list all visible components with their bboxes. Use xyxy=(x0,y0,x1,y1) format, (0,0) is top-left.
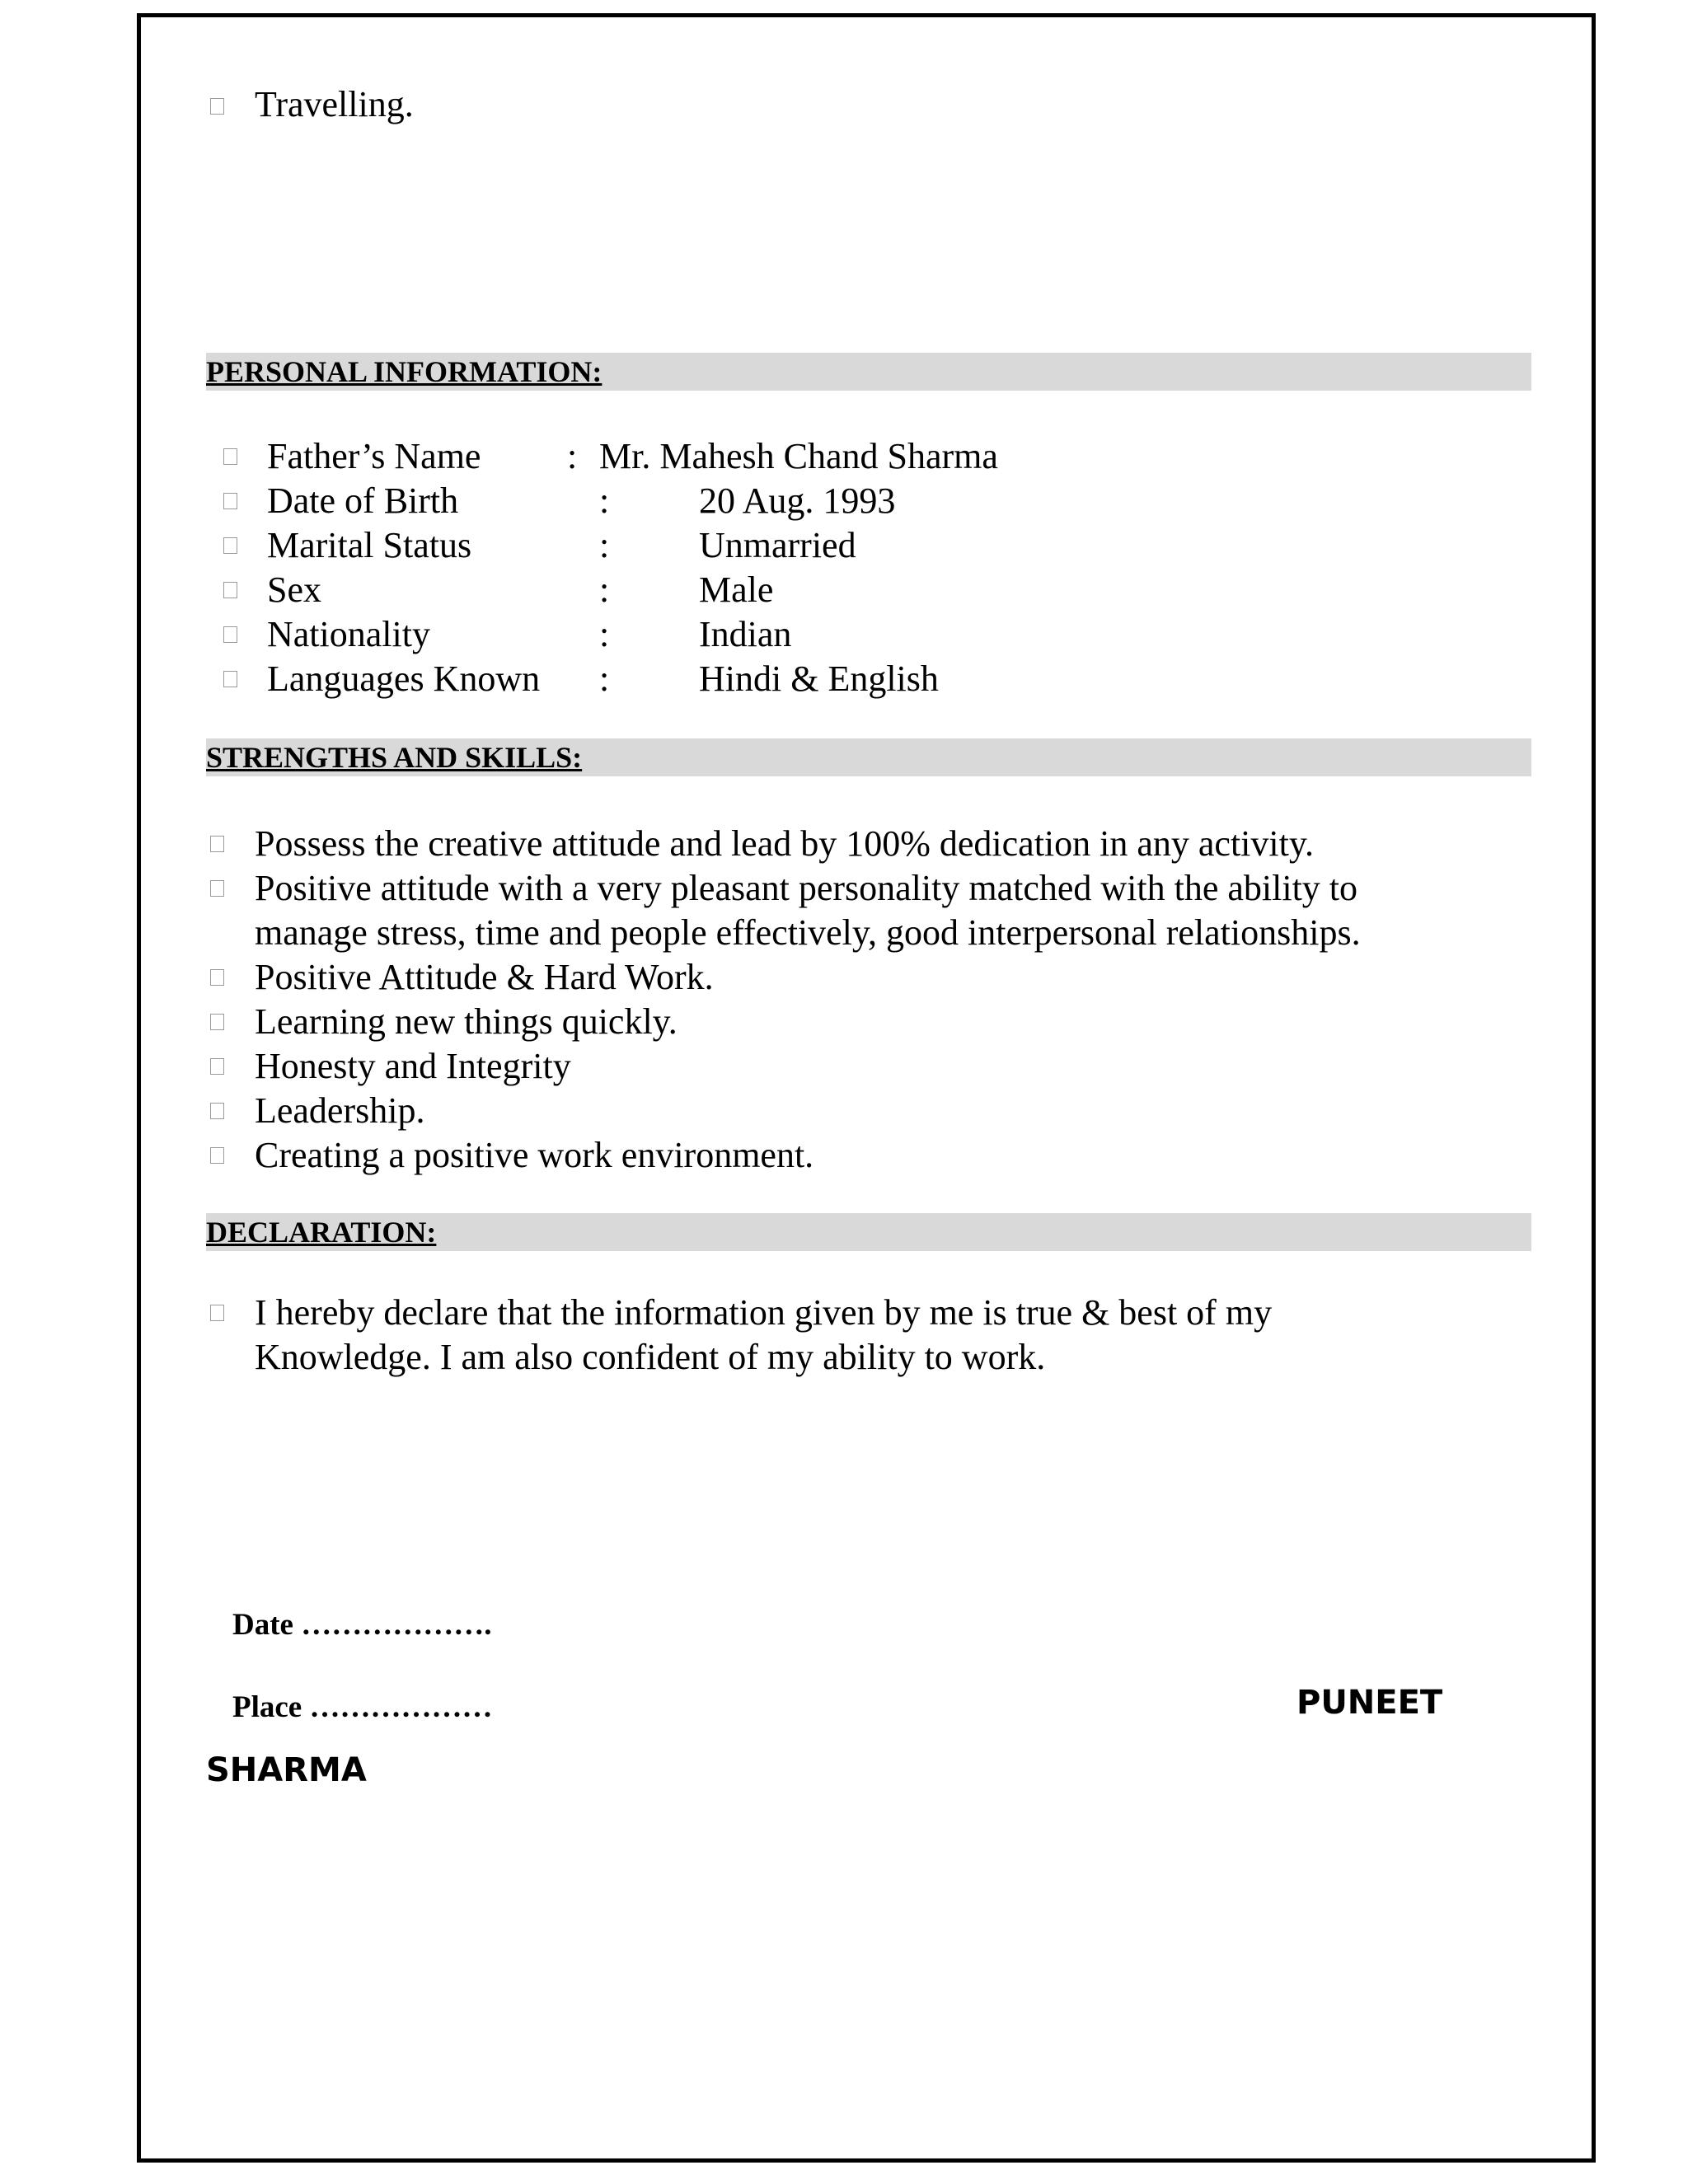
personal-info-colon: : xyxy=(567,436,578,476)
list-item: Leadership. xyxy=(255,1090,425,1131)
bullet-checkbox-icon xyxy=(223,493,237,509)
place-line: Place ……………… xyxy=(232,1690,493,1724)
bullet-checkbox-icon xyxy=(223,582,237,598)
hobby-item: Travelling. xyxy=(255,84,414,124)
personal-info-colon: : xyxy=(599,569,610,610)
list-item-continuation: manage stress, time and people effectively, good interpersonal relationships. xyxy=(255,912,1361,953)
signature-name-last: SHARMA xyxy=(206,1751,367,1789)
personal-info-value: Unmarried xyxy=(699,525,856,565)
bullet-checkbox-icon xyxy=(210,880,224,897)
bullet-checkbox-icon xyxy=(223,537,237,554)
list-item: Creating a positive work environment. xyxy=(255,1135,814,1175)
bullet-checkbox-icon xyxy=(210,1305,224,1321)
bullet-checkbox-icon xyxy=(210,1147,224,1164)
personal-info-label: Nationality xyxy=(267,614,430,654)
declaration-heading: DECLARATION: xyxy=(206,1216,437,1249)
personal-info-value: Indian xyxy=(699,614,792,654)
signature-name-first: PUNEET xyxy=(1296,1684,1443,1722)
bullet-checkbox-icon xyxy=(210,1014,224,1030)
bullet-checkbox-icon xyxy=(223,671,237,687)
bullet-checkbox-icon xyxy=(210,969,224,986)
personal-info-value: Mr. Mahesh Chand Sharma xyxy=(599,436,998,476)
personal-info-colon: : xyxy=(599,525,610,565)
bullet-checkbox-icon xyxy=(223,626,237,643)
bullet-checkbox-icon xyxy=(223,448,237,465)
personal-info-label: Date of Birth xyxy=(267,480,459,521)
personal-info-heading: PERSONAL INFORMATION: xyxy=(206,355,603,388)
list-item: Positive Attitude & Hard Work. xyxy=(255,957,714,997)
personal-info-label: Marital Status xyxy=(267,525,472,565)
personal-info-colon: : xyxy=(599,614,610,654)
bullet-checkbox-icon xyxy=(210,1058,224,1075)
list-item: Honesty and Integrity xyxy=(255,1046,571,1086)
personal-info-label: Father’s Name xyxy=(267,436,481,476)
bullet-checkbox-icon xyxy=(210,98,224,115)
personal-info-label: Languages Known xyxy=(267,658,541,699)
bullet-checkbox-icon xyxy=(210,1103,224,1119)
personal-info-value: Male xyxy=(699,569,774,610)
list-item: Possess the creative attitude and lead by 100% dedication in any activity. xyxy=(255,823,1315,864)
personal-info-value: 20 Aug. 1993 xyxy=(699,480,896,521)
personal-info-label: Sex xyxy=(267,569,321,610)
personal-info-colon: : xyxy=(599,480,610,521)
list-item: Learning new things quickly. xyxy=(255,1001,678,1042)
strengths-heading: STRENGTHS AND SKILLS: xyxy=(206,741,583,774)
list-item: Positive attitude with a very pleasant personality matched with the ability to xyxy=(255,868,1358,908)
date-line: Date ………………. xyxy=(232,1608,492,1642)
personal-info-colon: : xyxy=(599,658,610,699)
personal-info-value: Hindi & English xyxy=(699,658,939,699)
declaration-text-continuation: Knowledge. I am also confident of my ability to work. xyxy=(255,1337,1046,1377)
declaration-text: I hereby declare that the information given by me is true & best of my xyxy=(255,1292,1273,1333)
bullet-checkbox-icon xyxy=(210,836,224,852)
